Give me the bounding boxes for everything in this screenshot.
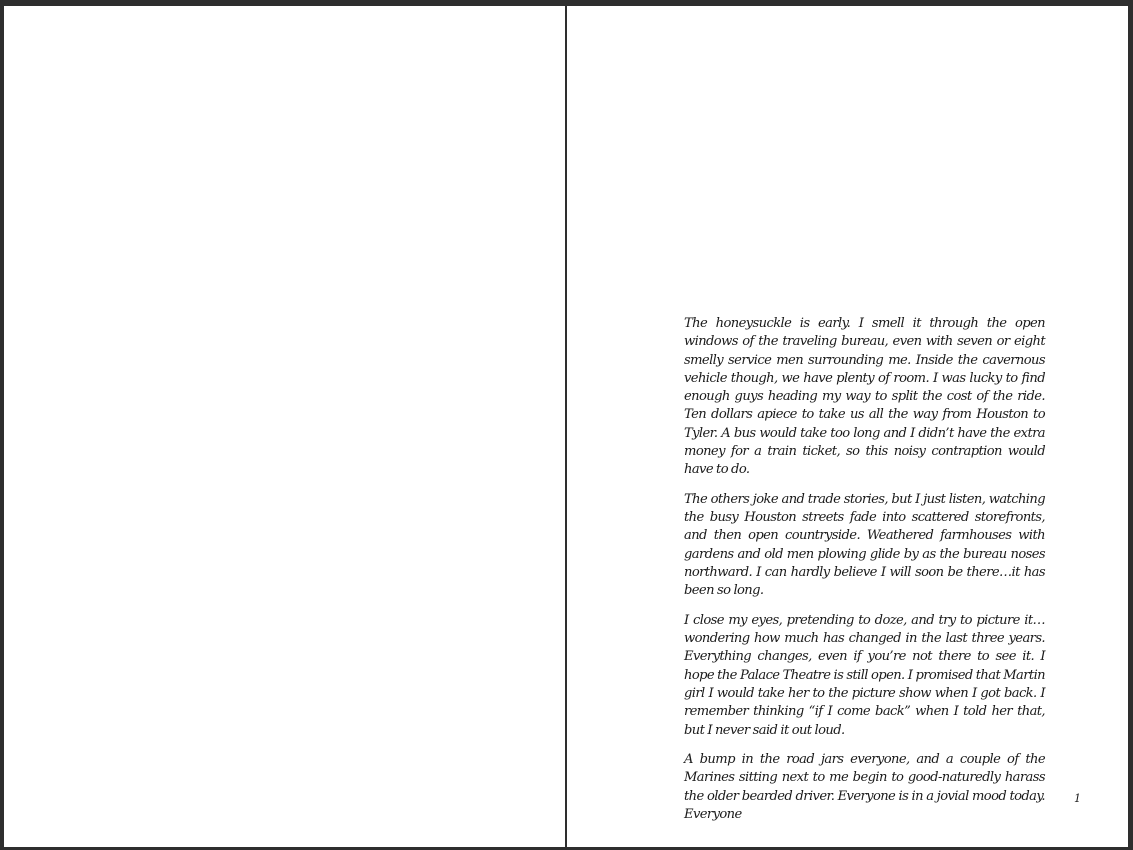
body-text — [684, 315, 1045, 835]
paragraph: I close my eyes, pretending to doze, and try to picture it…wondering how much has changed in the last three years. Everything changes, even if you’re not there to see it. I hope the Palace Theatre is still open. I promised that Martin girl I would take her to the picture show when I got back. I remember thinking “if I come back” when I told her that, but I never said it out loud. — [684, 612, 1045, 738]
left-page — [4, 6, 565, 847]
right-page — [567, 6, 1128, 847]
page-number: 1 — [1074, 792, 1081, 805]
paragraph: The others joke and trade stories, but I just listen, watching the busy Houston streets fade into scattered storefronts, and then open countryside. Weathered farmhouses with gardens and old men plowing glide by as the bureau noses northward. I can hardly believe I will soon be there…it has been so long. — [684, 491, 1045, 599]
paragraph: A bump in the road jars everyone, and a couple of the Marines sitting next to me begin to good-naturedly harass the older bearded driver. Everyone is in a jovial mood today. Everyone — [684, 752, 1045, 822]
paragraph: The honeysuckle is early. I smell it through the open windows of the traveling bureau, even with seven or eight smelly service men surrounding me. Inside the cavernous vehicle though, we have plenty of room. I was lucky to find enough guys heading my way to split the cost of the ride. Ten dollars apiece to take us all the way from Houston to Tyler. A bus would take too long and I didn’t have the extra money for a train ticket, so this noisy contraption would have to do. — [684, 316, 1045, 478]
